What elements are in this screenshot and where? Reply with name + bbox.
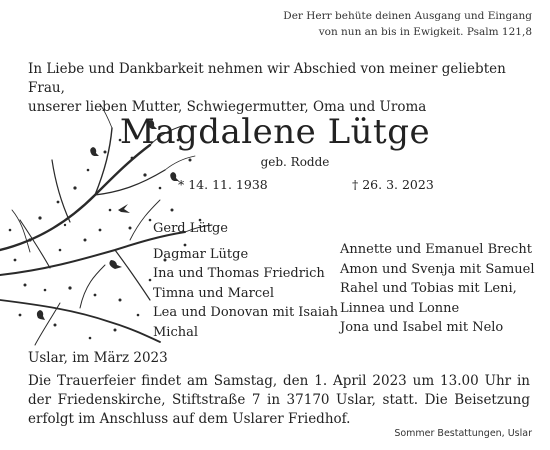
mourner-entry: Rahel und Tobias mit Leni, [340,281,517,296]
mourner-entry: Dagmar Lütge [153,246,249,262]
place-and-date: Uslar, im März 2023 [28,350,168,366]
mourner-entry: Gerd Lütge [153,221,228,236]
maiden-name: geb. Rodde [260,155,330,169]
bible-verse [283,8,532,40]
mourner-entry: Amon und Svenja mit Samuel [340,261,535,277]
mourners-right-column [340,240,535,338]
mourner-entry: Lea und Donovan mit Isaiah [153,305,339,320]
mourner-entry: Annette und Emanuel Brecht [340,242,532,257]
funeral-service-info: Die Trauerfeier findet am Samstag, den 1. April 2023 um 13.00 Uhr in der Friedenskirche, Stiftstraße 7 in 37170 Uslar, statt. Die Beisetzung erfolgt im Anschluss auf dem Uslarer Friedhof. [28,373,530,427]
intro-line-2: unserer lieben Mutter, Schwiegermutter, Oma und Uroma [28,99,427,115]
deceased-name: Magdalene Lütge [119,112,431,152]
mourner-entry: Timna und Marcel [153,285,275,301]
birth-date: * 14. 11. 1938 [178,177,268,192]
intro-line-1: In Liebe und Dankbarkeit nehmen wir Abschied von meiner geliebten Frau, [28,61,506,96]
bible-verse-line-2: von nun an bis in Ewigkeit. Psalm 121,8 [318,26,532,38]
mourner-entry: Linnea und Lonne [340,300,460,316]
mourner-entry: Jona und Isabel mit Nelo [340,320,504,335]
mourner-entry: Ina und Thomas Friedrich [153,266,325,281]
mourner-entry: Michal [153,324,199,340]
death-date: † 26. 3. 2023 [352,177,434,192]
undertaker-credit: Sommer Bestattungen, Uslar [394,428,532,439]
mourners-left-column [153,219,338,342]
bible-verse-line-1: Der Herr behüte deinen Ausgang und Eingang [283,10,532,22]
